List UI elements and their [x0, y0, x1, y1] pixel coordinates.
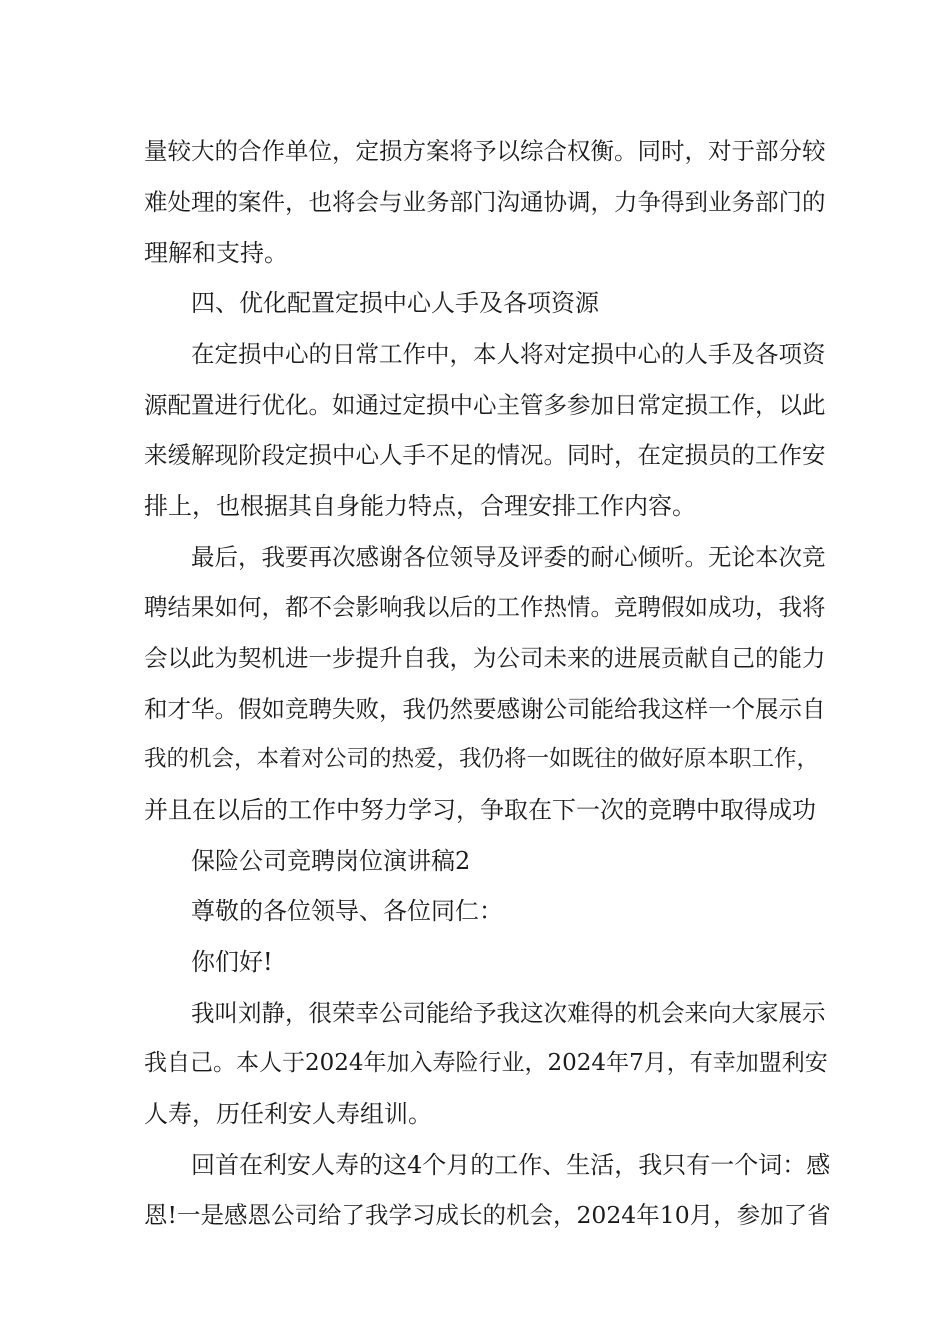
- salutation: 尊敬的各位领导、各位同仁：: [191, 897, 503, 925]
- text-line: 我叫刘静，很荣幸公司能给予我这次难得的机会来向大家展示: [191, 999, 826, 1027]
- text-line: 和才华。假如竞聘失败，我仍然要感谢公司能给我这样一个展示自: [144, 695, 826, 723]
- text-line: 来缓解现阶段定损中心人手不足的情况。同时，在定损员的工作安: [144, 441, 826, 469]
- text-line: 会以此为契机进一步提升自我，为公司未来的进展贡献自己的能力: [144, 644, 826, 672]
- text-line: 并且在以后的工作中努力学习，争取在下一次的竞聘中取得成功: [144, 796, 816, 824]
- speech-title: 保险公司竞聘岗位演讲稿2: [191, 847, 471, 875]
- text-line: 难处理的案件，也将会与业务部门沟通协调，力争得到业务部门的: [144, 188, 826, 216]
- text-line: 排上，也根据其自身能力特点，合理安排工作内容。: [144, 492, 696, 520]
- text-line: 回首在利安人寿的这4个月的工作、生活，我只有一个词：感: [191, 1151, 831, 1179]
- text-line: 恩!一是感恩公司给了我学习成长的机会，2024年10月，参加了省: [144, 1201, 831, 1229]
- text-line: 源配置进行优化。如通过定损中心主管多参加日常定损工作，以此: [144, 391, 826, 419]
- text-line: 最后，我要再次感谢各位领导及评委的耐心倾听。无论本次竞: [191, 543, 826, 571]
- text-line: 人寿，历任利安人寿组训。: [144, 1100, 432, 1128]
- text-line: 理解和支持。: [144, 239, 288, 267]
- text-line: 我自己。本人于2024年加入寿险行业，2024年7月，有幸加盟利安: [144, 1050, 828, 1076]
- text-line: 聘结果如何，都不会影响我以后的工作热情。竞聘假如成功，我将: [144, 593, 826, 621]
- text-line: 量较大的合作单位，定损方案将予以综合权衡。同时，对于部分较: [144, 137, 826, 165]
- greeting: 你们好!: [191, 948, 273, 976]
- section-heading: 四、优化配置定损中心人手及各项资源: [191, 289, 599, 317]
- text-line: 我的机会，本着对公司的热爱，我仍将一如既往的做好原本职工作，: [144, 746, 820, 772]
- text-line: 在定损中心的日常工作中，本人将对定损中心的人手及各项资: [191, 340, 826, 368]
